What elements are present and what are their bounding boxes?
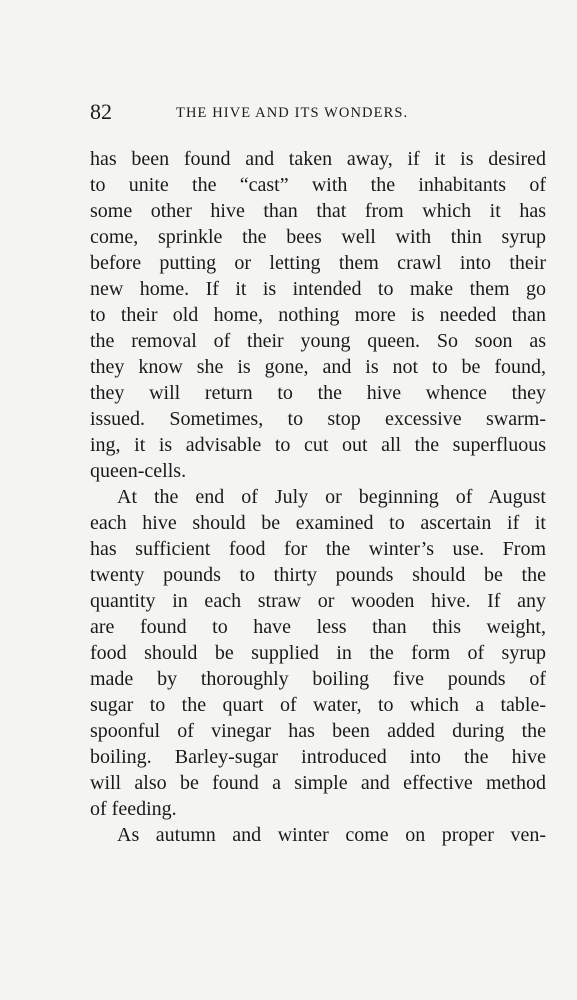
running-title: THE HIVE AND ITS WONDERS.: [176, 105, 409, 121]
text-line: food should be supplied in the form of syrup: [90, 642, 546, 664]
text-line: some other hive than that from which it has: [90, 200, 546, 222]
body-text: [90, 146, 546, 848]
text-line: spoonful of vinegar has been added during the: [90, 720, 546, 742]
text-line: before putting or letting them crawl into their: [90, 252, 546, 274]
text-line: quantity in each straw or wooden hive. If any: [90, 590, 546, 612]
text-line: come, sprinkle the bees well with thin syrup: [90, 226, 546, 248]
text-line: has sufficient food for the winter’s use. From: [90, 538, 546, 560]
page-number: 82: [90, 99, 112, 124]
paragraph: [90, 484, 546, 822]
text-line: will also be found a simple and effective method: [90, 772, 546, 794]
text-line: issued. Sometimes, to stop excessive swarm-: [90, 408, 546, 430]
text-line: At the end of July or beginning of August: [117, 486, 546, 508]
text-line: each hive should be examined to ascertain if it: [90, 512, 546, 534]
text-line: queen-cells.: [90, 460, 187, 482]
text-line: they know she is gone, and is not to be found,: [90, 356, 546, 378]
text-line: to unite the “cast” with the inhabitants of: [90, 174, 546, 196]
text-line: of feeding.: [90, 798, 177, 820]
text-line: to their old home, nothing more is needed than: [90, 304, 546, 326]
text-line: boiling. Barley-sugar introduced into the hive: [90, 746, 546, 768]
text-line: are found to have less than this weight,: [90, 616, 546, 638]
text-line: sugar to the quart of water, to which a table-: [90, 694, 546, 716]
text-line: As autumn and winter come on proper ven-: [117, 824, 546, 846]
paragraph: [90, 822, 546, 848]
paragraph: [90, 146, 546, 484]
text-line: the removal of their young queen. So soon as: [90, 330, 546, 352]
text-line: made by thoroughly boiling five pounds of: [90, 668, 546, 690]
text-line: new home. If it is intended to make them go: [90, 278, 546, 300]
text-line: twenty pounds to thirty pounds should be the: [90, 564, 546, 586]
text-line: ing, it is advisable to cut out all the superfluous: [90, 434, 546, 456]
text-line: has been found and taken away, if it is desired: [90, 148, 546, 170]
running-head: [90, 100, 546, 124]
text-line: they will return to the hive whence they: [90, 382, 546, 404]
